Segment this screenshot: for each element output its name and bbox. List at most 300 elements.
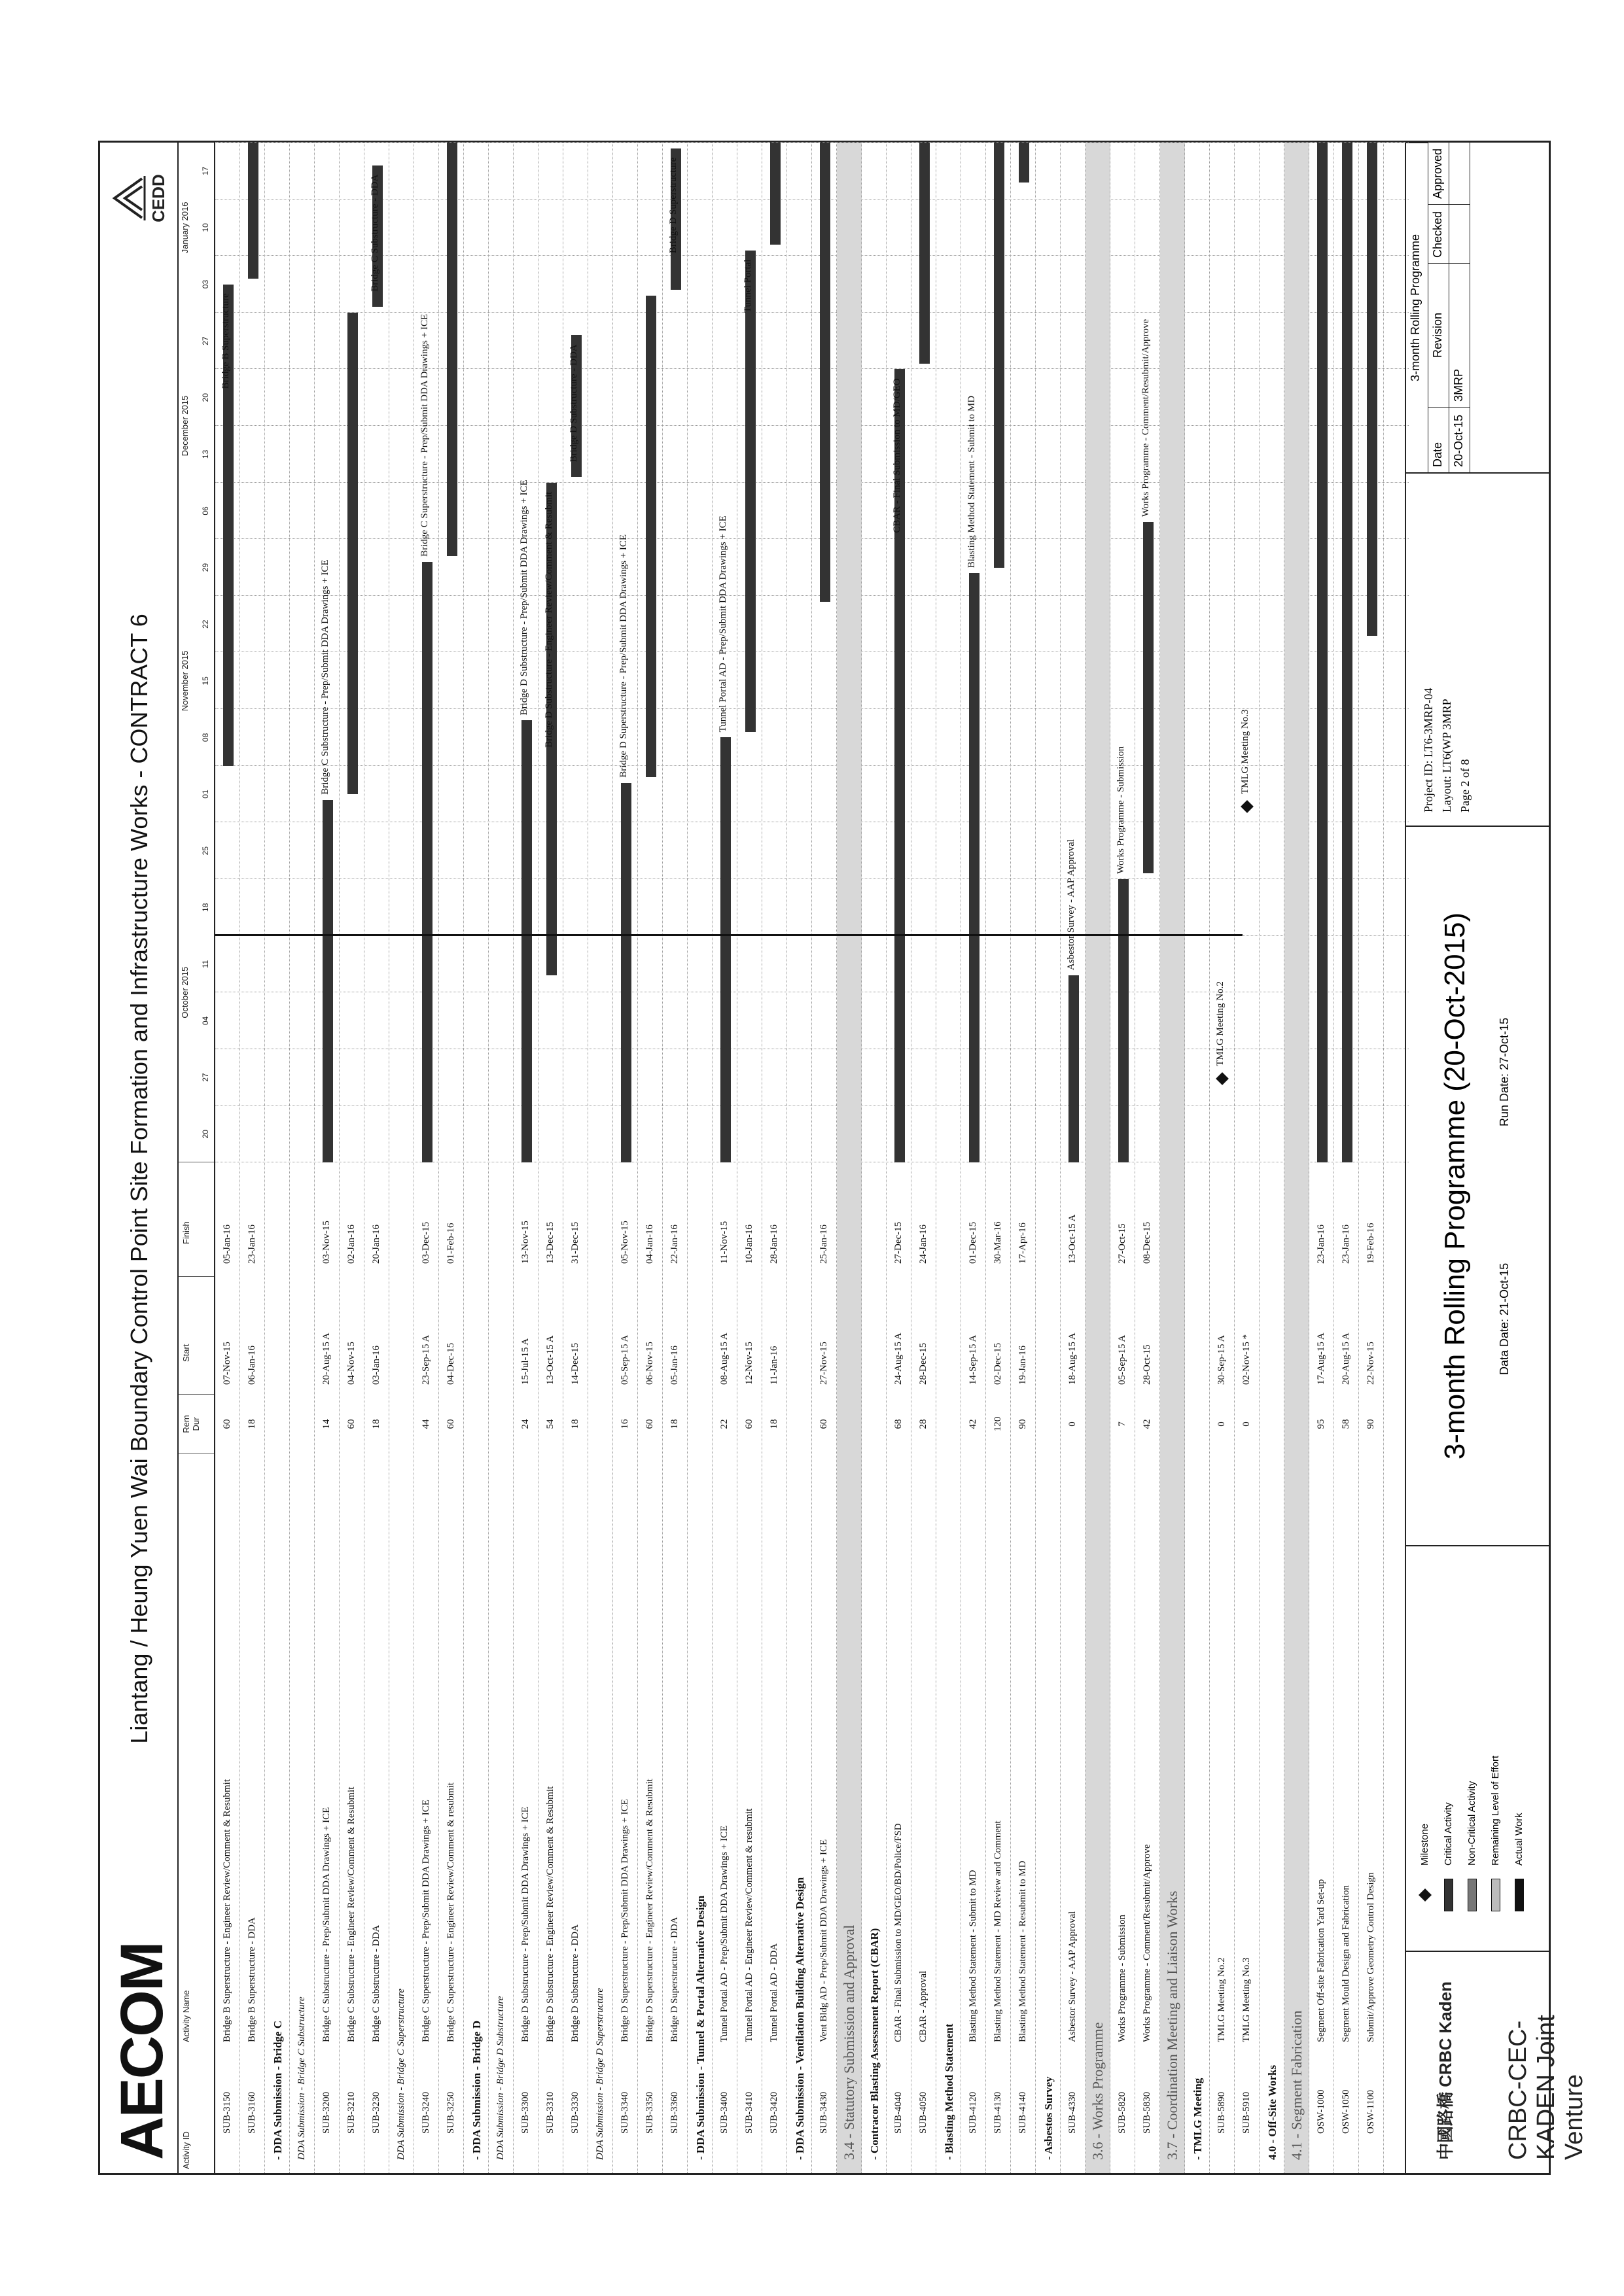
week-label: 20 — [201, 393, 210, 402]
activity-name: Bridge B Superstructure - Engineer Review/Comment & Resubmit — [222, 1779, 232, 2042]
start-date: 15-Jul-15 A — [520, 1338, 531, 1385]
activity-name: - Blasting Method Statement — [943, 2023, 955, 2160]
legend-label: Remaining Level of Effort — [1490, 1755, 1501, 1866]
activity-row — [1309, 143, 1334, 2173]
activity-id: SUB-4140 — [1017, 2091, 1028, 2134]
remaining-duration: 60 — [446, 1419, 456, 1429]
activity-name: DDA Submission - Bridge C Substructure — [296, 1996, 307, 2160]
activity-name: DDA Submission - Bridge D Substructure — [495, 1996, 506, 2160]
bar-label: Bridge B Superstructure — [221, 293, 231, 389]
gantt-bar — [1118, 879, 1129, 1162]
activity-id: SUB-3350 — [644, 2091, 655, 2134]
finish-date: 01-Feb-16 — [446, 1223, 456, 1264]
gantt-bar — [1019, 143, 1029, 183]
section-row — [1284, 143, 1309, 2173]
week-label: 27 — [201, 336, 210, 345]
start-date: 05-Jan-16 — [669, 1346, 680, 1385]
finish-date: 27-Oct-15 — [1117, 1223, 1127, 1264]
activity-name: Tunnel Portal AD - Engineer Review/Comment & resubmit — [744, 1808, 754, 2042]
aecom-logo: AECOM — [109, 1942, 175, 2160]
layout-name: Layout: LT6(WP 3MRP — [1440, 699, 1453, 812]
week-label: 08 — [201, 733, 210, 742]
activity-id: SUB-3410 — [744, 2091, 754, 2134]
project-id: Project ID: LT6-3MRP-04 — [1422, 687, 1435, 812]
week-label: 22 — [201, 619, 210, 629]
activity-name: Blasting Method Statement - MD Review and Comment — [993, 1820, 1003, 2042]
bar-label: Bridge D Superstructure - Prep/Submit DDA Drawings + ICE — [618, 534, 629, 778]
activity-row — [439, 143, 464, 2173]
group-row — [489, 143, 514, 2173]
section-row — [1086, 143, 1110, 2173]
legend-label: Critical Activity — [1443, 1802, 1454, 1866]
activity-id: SUB-3150 — [222, 2091, 232, 2134]
section-row — [837, 143, 862, 2173]
activity-id: SUB-3430 — [819, 2091, 829, 2134]
col-finish: Finish — [181, 1221, 191, 1244]
bar-label: Bridge C Superstructure - Prep/Submit DDA Drawings + ICE — [419, 314, 430, 557]
activity-name: Vent Bldg AD - Prep/Submit DDA Drawings + ICE — [819, 1839, 829, 2042]
divider — [179, 1276, 214, 1277]
milestone-label: TMLG Meeting No.3 — [1240, 709, 1250, 795]
gantt-bar — [323, 800, 333, 1162]
bar-label: CBAR - Final Submission to MD/GEO — [892, 378, 902, 533]
data-date-line — [215, 934, 1243, 936]
activity-name: Blasting Method Statement - Resubmit to MD — [1017, 1860, 1028, 2042]
start-date: 08-Aug-15 A — [719, 1332, 730, 1385]
rev-head-date: Date — [1428, 407, 1449, 472]
activity-name: 3.7 - Coordination Meeting and Liaison Works — [1164, 1890, 1180, 2160]
remaining-duration: 42 — [968, 1419, 978, 1429]
start-date: 28-Oct-15 — [1142, 1344, 1152, 1385]
activity-name: TMLG Meeting No.3 — [1241, 1957, 1252, 2042]
legend-swatch — [1491, 1879, 1500, 1911]
gantt-bar — [969, 573, 980, 1162]
gantt-bar — [720, 737, 731, 1162]
finish-date: 11-Nov-15 — [719, 1221, 730, 1264]
activity-id: SUB-3210 — [346, 2091, 357, 2134]
remaining-duration: 18 — [570, 1419, 580, 1429]
activity-name: Bridge B Superstructure - DDA — [247, 1917, 257, 2042]
start-date: 22-Nov-15 — [1366, 1342, 1376, 1385]
activity-name: 3.4 - Statutory Submission and Approval — [841, 1924, 857, 2160]
activity-row — [986, 143, 1011, 2173]
remaining-duration: 90 — [1017, 1419, 1028, 1429]
remaining-duration: 44 — [421, 1419, 431, 1429]
activity-name: Blasting Method Statement - Submit to MD — [968, 1870, 978, 2042]
activity-id: SUB-3240 — [421, 2091, 431, 2134]
week-label: 04 — [201, 1016, 210, 1026]
finish-date: 31-Dec-15 — [570, 1221, 580, 1264]
activity-row — [812, 143, 837, 2173]
legend-swatch — [1468, 1879, 1477, 1911]
rev-title: 3-month Rolling Programme — [1406, 143, 1428, 472]
bar-label: Bridge C Substructure - Prep/Submit DDA Drawings + ICE — [320, 559, 330, 795]
rev-head-checked: Checked — [1428, 204, 1449, 263]
activity-row — [414, 143, 439, 2173]
bar-label: Bridge D Substructure - Prep/Submit DDA Drawings + ICE — [519, 479, 529, 716]
legend-swatch — [1444, 1879, 1453, 1911]
activity-row — [538, 143, 563, 2173]
activity-name: Bridge D Substructure - Engineer Review/Comment & Resubmit — [545, 1786, 556, 2042]
legend-label: Non-Critical Activity — [1466, 1781, 1477, 1866]
activity-name: Segment Mould Design and Fabrication — [1341, 1885, 1351, 2042]
activity-name: - TMLG Meeting — [1192, 2078, 1204, 2160]
activity-name: - DDA Submission - Bridge C — [272, 2020, 284, 2160]
activity-name: Bridge C Substructure - Prep/Submit DDA Drawings + ICE — [321, 1807, 332, 2042]
activity-id: SUB-3420 — [769, 2091, 779, 2134]
col-rem-dur: Rem Dur — [181, 1415, 201, 1433]
finish-date: 28-Jan-16 — [769, 1225, 779, 1264]
remaining-duration: 60 — [346, 1419, 357, 1429]
bar-label: Tunnel Portal AD - Prep/Submit DDA Drawings + ICE — [718, 515, 728, 733]
activity-id: SUB-4330 — [1067, 2091, 1078, 2134]
week-label: 27 — [201, 1073, 210, 1082]
gantt-bar — [422, 562, 432, 1162]
project-info — [1406, 472, 1549, 826]
rev-date: 20-Oct-15 — [1449, 407, 1470, 472]
col-activity-id: Activity ID — [181, 2131, 191, 2169]
activity-id: SUB-3330 — [570, 2091, 580, 2134]
start-date: 24-Aug-15 A — [893, 1332, 904, 1385]
finish-date: 13-Dec-15 — [545, 1221, 556, 1264]
activity-id: SUB-3230 — [371, 2091, 381, 2134]
rev-head-revision: Revision — [1428, 263, 1449, 407]
gantt-bar — [1317, 143, 1328, 1162]
activity-name: - DDA Submission - Ventilation Building Alternative Design — [794, 1877, 806, 2160]
activity-name: Bridge D Superstructure - DDA — [669, 1917, 680, 2042]
remaining-duration: 60 — [744, 1419, 754, 1429]
activity-row — [1011, 143, 1036, 2173]
start-date: 06-Jan-16 — [247, 1346, 257, 1385]
activity-name: 3.6 - Works Programme — [1089, 2022, 1106, 2160]
section-row — [1160, 143, 1185, 2173]
remaining-duration: 60 — [644, 1419, 655, 1429]
activity-row — [762, 143, 787, 2173]
activity-id: SUB-4040 — [893, 2091, 904, 2134]
data-date: Data Date: 21-Oct-15 — [1498, 1262, 1511, 1375]
remaining-duration: 24 — [520, 1419, 531, 1429]
remaining-duration: 16 — [620, 1419, 630, 1429]
activity-name: Asbestor Survey - AAP Approval — [1067, 1911, 1078, 2042]
activity-id: SUB-4050 — [918, 2091, 928, 2134]
week-label: 15 — [201, 676, 210, 686]
group-row — [688, 143, 713, 2173]
run-date: Run Date: 27-Oct-15 — [1498, 1017, 1511, 1126]
legend — [1406, 1545, 1549, 1951]
remaining-duration: 18 — [247, 1419, 257, 1429]
finish-date: 02-Jan-16 — [346, 1225, 357, 1264]
start-date: 05-Sep-15 A — [620, 1334, 630, 1385]
finish-date: 25-Jan-16 — [819, 1225, 829, 1264]
gantt-bar — [1143, 522, 1154, 873]
programme-title-block — [1406, 826, 1549, 1545]
remaining-duration: 7 — [1117, 1421, 1127, 1427]
gantt-bar — [646, 296, 656, 777]
week-label: 25 — [201, 846, 210, 856]
milestone-icon — [1419, 1888, 1432, 1902]
start-date: 13-Oct-15 A — [545, 1335, 556, 1385]
group-row — [265, 143, 290, 2173]
activity-row — [514, 143, 538, 2173]
group-row — [464, 143, 489, 2173]
activity-id: SUB-3310 — [545, 2091, 556, 2134]
finish-date: 08-Dec-15 — [1142, 1221, 1152, 1264]
start-date: 28-Dec-15 — [918, 1342, 928, 1385]
remaining-duration: 95 — [1316, 1419, 1326, 1429]
gantt-bar — [745, 251, 756, 732]
bar-label: Works Programme - Submission — [1116, 746, 1126, 874]
remaining-duration: 60 — [819, 1419, 829, 1429]
week-label: 13 — [201, 449, 210, 459]
gantt-bar — [1068, 975, 1079, 1162]
gantt-bar — [447, 143, 457, 556]
activity-name: Segment Off-site Fabrication Yard Set-up — [1316, 1879, 1326, 2042]
header — [100, 143, 179, 2173]
remaining-duration: 60 — [222, 1419, 232, 1429]
programme-title: 3-month Rolling Programme (20-Oct-2015) — [1439, 912, 1471, 1460]
start-date: 19-Jan-16 — [1017, 1346, 1028, 1385]
activity-id: SUB-3360 — [669, 2091, 680, 2134]
finish-date: 05-Nov-15 — [620, 1221, 630, 1264]
activity-id: OSW-1000 — [1316, 2089, 1326, 2134]
start-date: 04-Dec-15 — [446, 1342, 456, 1385]
finish-date: 13-Oct-15 A — [1067, 1214, 1078, 1264]
finish-date: 03-Nov-15 — [321, 1221, 332, 1264]
legend-label: Actual Work — [1513, 1813, 1525, 1866]
footer — [1405, 143, 1588, 2173]
activity-id: SUB-3400 — [719, 2091, 730, 2134]
group-row — [1260, 143, 1284, 2173]
legend-label: Milestone — [1419, 1823, 1430, 1866]
activity-row — [737, 143, 762, 2173]
milestone-icon — [1241, 800, 1254, 813]
bar-label: Bridge D Substructure - DDA — [569, 344, 579, 462]
start-date: 18-Aug-15 A — [1067, 1332, 1078, 1385]
activity-id: SUB-5890 — [1216, 2091, 1227, 2134]
start-date: 27-Nov-15 — [819, 1342, 829, 1385]
activity-name: 4.0 - Off-Site Works — [1266, 2064, 1279, 2160]
remaining-duration: 0 — [1216, 1421, 1227, 1427]
rev-head-approved: Approved — [1428, 143, 1449, 204]
start-date: 11-Jan-16 — [769, 1346, 779, 1385]
start-date: 20-Aug-15 A — [1341, 1332, 1351, 1385]
activity-name: Bridge C Substructure - DDA — [371, 1924, 381, 2042]
activity-name: Bridge C Substructure - Engineer Review/Comment & Resubmit — [346, 1786, 357, 2042]
remaining-duration: 14 — [321, 1419, 332, 1429]
group-row — [787, 143, 812, 2173]
remaining-duration: 22 — [719, 1419, 730, 1429]
week-label: 10 — [201, 223, 210, 232]
finish-date: 17-Apr-16 — [1017, 1222, 1028, 1264]
activity-row — [563, 143, 588, 2173]
activity-row — [1135, 143, 1160, 2173]
finish-date: 10-Jan-16 — [744, 1225, 754, 1264]
activity-row — [887, 143, 911, 2173]
activity-row — [1110, 143, 1135, 2173]
start-date: 14-Dec-15 — [570, 1342, 580, 1385]
column-header — [179, 143, 215, 2173]
start-date: 07-Nov-15 — [222, 1342, 232, 1385]
activity-row — [638, 143, 663, 2173]
finish-date: 23-Jan-16 — [1316, 1225, 1326, 1264]
revision-block — [1406, 143, 1549, 472]
activity-row — [1210, 143, 1235, 2173]
bar-label: Tunnel Portal — [743, 259, 753, 313]
activity-id: SUB-3300 — [520, 2091, 531, 2134]
remaining-duration: 58 — [1341, 1419, 1351, 1429]
finish-date: 20-Jan-16 — [371, 1225, 381, 1264]
activity-row — [315, 143, 340, 2173]
gantt-bar — [994, 143, 1004, 568]
activity-name: CBAR - Final Submission to MD/GEO/BD/Police/FSD — [893, 1823, 904, 2042]
activity-id: SUB-4130 — [993, 2091, 1003, 2134]
activity-name: - Asbestos Survey — [1042, 2076, 1055, 2160]
activity-name: Works Programme - Comment/Resubmit/Approve — [1142, 1844, 1152, 2042]
finish-date: 19-Feb-16 — [1366, 1223, 1376, 1264]
start-date: 30-Sep-15 A — [1216, 1334, 1227, 1385]
group-row — [1036, 143, 1061, 2173]
gantt-bar — [521, 720, 532, 1162]
week-label: 06 — [201, 506, 210, 515]
bar-label: Bridge D Superstructure — [668, 157, 679, 254]
finish-date: 30-Mar-16 — [993, 1221, 1003, 1264]
start-date: 04-Nov-15 — [346, 1342, 357, 1385]
activity-name: Bridge D Substructure - DDA — [570, 1924, 580, 2042]
milestone-icon — [1216, 1072, 1229, 1085]
activity-name: TMLG Meeting No.2 — [1216, 1957, 1227, 2042]
activity-row — [240, 143, 265, 2173]
activity-row — [911, 143, 936, 2173]
page-frame — [98, 141, 1588, 2175]
activity-row — [713, 143, 737, 2173]
bar-label: Blasting Method Statement - Submit to MD — [966, 395, 977, 568]
activity-id: OSW-1100 — [1366, 2090, 1376, 2134]
activity-name: CBAR - Approval — [918, 1970, 928, 2042]
activity-id: SUB-3160 — [247, 2091, 257, 2134]
month-label: November 2015 — [180, 650, 190, 712]
activity-name: Submit/Approve Geometry Control Design — [1366, 1872, 1376, 2042]
remaining-duration: 18 — [669, 1419, 680, 1429]
remaining-duration: 0 — [1241, 1421, 1252, 1427]
bar-label: Asbestor Survey - AAP Approval — [1066, 839, 1076, 971]
gantt-bar — [621, 783, 631, 1162]
activity-name: Bridge C Superstructure - Prep/Submit DDA Drawings + ICE — [421, 1800, 431, 2042]
week-label: 01 — [201, 790, 210, 799]
gantt-bar — [770, 143, 781, 245]
start-date: 02-Dec-15 — [993, 1342, 1003, 1385]
finish-date: 23-Jan-16 — [1341, 1225, 1351, 1264]
activity-name: Bridge D Substructure - Prep/Submit DDA Drawings + ICE — [520, 1806, 531, 2042]
remaining-duration: 28 — [918, 1419, 928, 1429]
cedd-text: CEDD — [149, 174, 168, 222]
group-row — [389, 143, 414, 2173]
activity-row — [340, 143, 364, 2173]
activity-id: SUB-3340 — [620, 2091, 630, 2134]
activity-name: 4.1 - Segment Fabrication — [1288, 2010, 1305, 2160]
activity-name: - DDA Submission - Tunnel & Portal Alternative Design — [694, 1895, 707, 2160]
activity-name: - Contracor Blasting Assessment Report (CBAR) — [868, 1928, 881, 2160]
bar-label: Bridge D Substructure - Engineer Review/Comment & Resubmit — [544, 491, 554, 748]
month-label: October 2015 — [180, 966, 190, 1018]
finish-date: 03-Dec-15 — [421, 1221, 431, 1264]
activity-row — [1235, 143, 1260, 2173]
activity-id: OSW-1050 — [1341, 2089, 1351, 2134]
activity-row — [663, 143, 688, 2173]
month-label: January 2016 — [180, 201, 190, 254]
start-date: 14-Sep-15 A — [968, 1334, 978, 1385]
finish-date: 24-Jan-16 — [918, 1225, 928, 1264]
col-start: Start — [181, 1344, 191, 1362]
start-date: 12-Nov-15 — [744, 1342, 754, 1385]
start-date: 17-Aug-15 A — [1316, 1332, 1326, 1385]
start-date: 06-Nov-15 — [644, 1342, 655, 1385]
group-row — [862, 143, 887, 2173]
activity-name: Bridge D Superstructure - Prep/Submit DDA Drawings + ICE — [620, 1799, 630, 2042]
finish-date: 23-Jan-16 — [247, 1225, 257, 1264]
rev-approved — [1449, 143, 1470, 204]
col-activity-name: Activity Name — [181, 1990, 191, 2042]
start-date: 23-Sep-15 A — [421, 1334, 431, 1385]
activity-row — [215, 143, 240, 2173]
month-label: December 2015 — [180, 395, 190, 457]
remaining-duration: 18 — [371, 1419, 381, 1429]
divider — [179, 1394, 214, 1395]
milestone-label: TMLG Meeting No.2 — [1215, 981, 1226, 1066]
gantt-bar — [919, 143, 930, 364]
remaining-duration: 120 — [993, 1416, 1003, 1432]
group-row — [936, 143, 961, 2173]
activity-name: DDA Submission - Bridge D Superstructure — [595, 1988, 605, 2160]
week-label: 11 — [201, 960, 210, 969]
company-block — [1406, 1951, 1588, 2173]
rev-checked — [1449, 204, 1470, 263]
gantt-bar — [1342, 143, 1352, 1162]
activity-name: Bridge C Superstructure - Engineer Review/Comment & resubmit — [446, 1782, 456, 2042]
cedd-mark-icon — [109, 172, 149, 224]
gantt-bar — [347, 313, 358, 794]
remaining-duration: 18 — [769, 1419, 779, 1429]
cedd-logo — [109, 156, 169, 241]
week-label: 18 — [201, 903, 210, 912]
activity-row — [613, 143, 638, 2173]
remaining-duration: 0 — [1067, 1421, 1078, 1427]
activity-id: SUB-5830 — [1142, 2091, 1152, 2134]
finish-date: 13-Nov-15 — [520, 1221, 531, 1264]
bar-label: Bridge C Substructure - DDA — [370, 174, 380, 292]
gantt-bar — [1367, 143, 1377, 636]
company-badges: 中國路橋 CRBC Kaden — [1436, 1981, 1455, 2160]
activity-id: SUB-4120 — [968, 2091, 978, 2134]
finish-date: 22-Jan-16 — [669, 1225, 680, 1264]
group-row — [1185, 143, 1210, 2173]
activity-id: SUB-5910 — [1241, 2091, 1252, 2134]
group-row — [290, 143, 315, 2173]
start-date: 03-Jan-16 — [371, 1346, 381, 1385]
rev-revision: 3MRP — [1449, 263, 1470, 407]
start-date: 20-Aug-15 A — [321, 1332, 332, 1385]
gantt-bar — [820, 143, 830, 602]
activity-name: Tunnel Portal AD - Prep/Submit DDA Drawings + ICE — [719, 1825, 730, 2042]
week-label: 03 — [201, 279, 210, 289]
finish-date: 04-Jan-16 — [644, 1225, 655, 1264]
activity-name: Works Programme - Submission — [1117, 1914, 1127, 2042]
activity-name: Bridge D Superstructure - Engineer Review/Comment & Resubmit — [644, 1779, 655, 2042]
start-date: 02-Nov-15 * — [1241, 1334, 1252, 1385]
group-row — [588, 143, 613, 2173]
activity-row — [1334, 143, 1359, 2173]
activity-id: SUB-5820 — [1117, 2091, 1127, 2134]
finish-date: 01-Dec-15 — [968, 1221, 978, 1264]
